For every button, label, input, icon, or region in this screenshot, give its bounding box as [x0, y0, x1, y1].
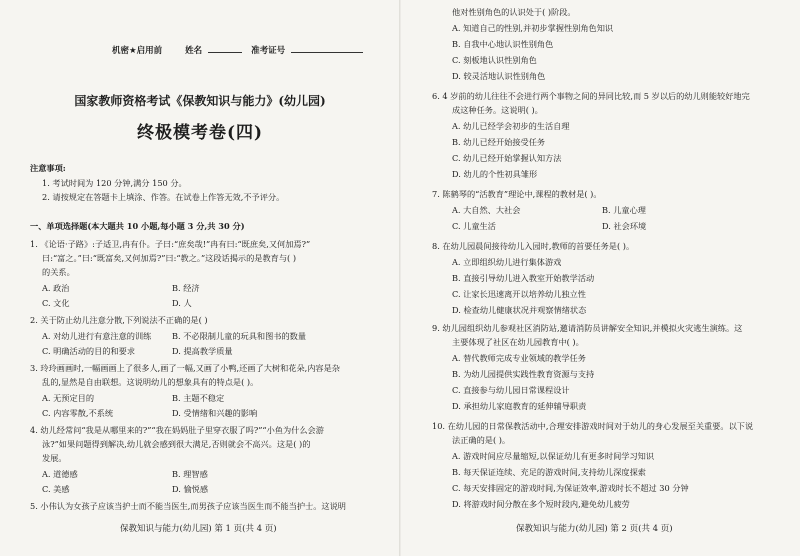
option[interactable]: C. 让家长迅速离开以培养幼儿独立性 — [452, 289, 586, 299]
question-line: 发展。 — [42, 453, 67, 463]
question-line: 成这种任务。这说明( )。 — [452, 105, 543, 115]
option[interactable]: D. 人 — [172, 298, 192, 308]
option[interactable]: A. 游戏时间应尽量缩短,以保证幼儿有更多时间学习知识 — [452, 451, 655, 461]
option[interactable]: B. 理智感 — [172, 469, 208, 479]
option[interactable]: C. 每天安排固定的游戏时间,为保证效率,游戏时长不超过 30 分钟 — [452, 483, 689, 493]
option[interactable]: A. 立即组织幼儿进行集体游戏 — [452, 257, 562, 267]
section-title: 一、单项选择题(本大题共 10 小题,每小题 3 分,共 30 分) — [30, 221, 245, 231]
question-line: 3. 玲玲画画时,一幅画画上了很多人,画了一幅,又画了小鸭,还画了大树和花朵,内容是杂 — [30, 363, 340, 373]
page-2 — [400, 0, 800, 556]
option[interactable]: C. 直接参与幼儿园日常课程设计 — [452, 385, 570, 395]
option-row — [42, 483, 302, 496]
option[interactable]: B. 经济 — [172, 283, 200, 293]
question-line: 6. 4 岁前的幼儿往往不会进行两个事物之间的异同比较,而 5 岁以后的幼儿则能较好地完 — [432, 91, 750, 101]
option[interactable]: C. 明确活动的目的和要求 — [42, 346, 136, 356]
question-line: 4. 幼儿经常问“我是从哪里来的?”“我在妈妈肚子里穿衣服了吗?”“小鱼为什么会游 — [30, 425, 324, 435]
option[interactable]: B. 直接引导幼儿进入教室开始教学活动 — [452, 273, 595, 283]
option[interactable]: C. 儿童生活 — [452, 221, 496, 231]
id-blank — [291, 52, 363, 53]
question-line: 乱的,显然是自由联想。这说明幼儿的想象具有的特点是( )。 — [42, 377, 259, 387]
option[interactable]: D. 幼儿的个性初具雏形 — [452, 169, 538, 179]
question-line: 9. 幼儿园组织幼儿参观社区消防站,邀请消防员讲解安全知识,并模拟火灾逃生演练。这 — [432, 323, 743, 333]
option-row — [452, 204, 732, 217]
exam-subtitle: 终极模考卷(四) — [136, 123, 264, 143]
notice-title: 注意事项: — [30, 163, 66, 173]
option[interactable]: A. 幼儿已经学会初步的生活自理 — [452, 121, 570, 131]
question-line: 10. 在幼儿园的日常保教活动中,合理安排游戏时间对于幼儿的身心发展至关重要。以下说 — [432, 421, 754, 431]
notice-item: 1. 考试时间为 120 分钟,满分 150 分。 — [42, 178, 187, 188]
option-row — [42, 345, 302, 358]
option[interactable]: D. 将游戏时间分散在多个短时段内,避免幼儿疲劳 — [452, 499, 630, 509]
question-line: 曰:“富之。”曰:“既富矣,又何加焉?”曰:“教之。”这段话揭示的是教育与( ) — [42, 253, 297, 263]
question-line: 5. 小伟认为女孩子应该当护士而不能当医生,而男孩子应该当医生而不能当护士。这说明 — [30, 501, 346, 511]
option[interactable]: B. 自我中心地认识性别角色 — [452, 39, 554, 49]
question-line: 2. 关于防止幼儿注意分散,下列说法不正确的是( ) — [30, 315, 208, 325]
option[interactable]: A. 知道自己的性别,并初步掌握性别角色知识 — [452, 23, 614, 33]
exam-header — [112, 44, 369, 56]
option[interactable]: D. 检查幼儿健康状况并观察情绪状态 — [452, 305, 587, 315]
option[interactable]: B. 幼儿已经开始接受任务 — [452, 137, 546, 147]
id-label: 准考证号 — [251, 46, 286, 56]
question-line: 的关系。 — [42, 267, 75, 277]
option[interactable]: B. 不必限制儿童的玩具和图书的数量 — [172, 331, 307, 341]
option[interactable]: D. 社会环境 — [602, 221, 647, 231]
option[interactable]: A. 替代教师完成专业领域的教学任务 — [452, 353, 586, 363]
option[interactable]: D. 承担幼儿家庭教育的延伸辅导职责 — [452, 401, 587, 411]
option[interactable]: B. 每天保证连续、充足的游戏时间,支持幼儿深度探索 — [452, 467, 646, 477]
option[interactable]: C. 文化 — [42, 298, 70, 308]
option[interactable]: B. 为幼儿园提供实践性教育资源与支持 — [452, 369, 595, 379]
option[interactable]: D. 提高教学质量 — [172, 346, 233, 356]
question-line: 1. 《论语·子路》:子适卫,冉有仆。子曰:“庶矣哉!”冉有曰:“既庶矣,又何加焉?” — [30, 239, 311, 249]
question-line: 主要体现了社区在幼儿园教育中( )。 — [452, 337, 584, 347]
option-row — [42, 330, 307, 343]
question-line: 法正确的是( )。 — [452, 435, 511, 445]
option[interactable]: C. 内容零散,不系统 — [42, 408, 114, 418]
page-footer: 保教知识与能力(幼儿园) 第 2 页(共 4 页) — [516, 524, 673, 534]
option[interactable]: C. 刻板地认识性别角色 — [452, 55, 537, 65]
option[interactable]: A. 对幼儿进行有意注意的训练 — [42, 331, 152, 341]
option[interactable]: D. 较灵活地认识性别角色 — [452, 71, 546, 81]
name-label: 姓名 — [185, 46, 203, 56]
option[interactable]: A. 大自然、大社会 — [452, 205, 521, 215]
option-row — [42, 297, 302, 310]
option[interactable]: A. 政治 — [42, 283, 70, 293]
option-row — [42, 392, 302, 405]
option[interactable]: B. 儿童心理 — [602, 205, 646, 215]
secret-label: 机密★启用前 — [112, 46, 163, 56]
page-footer: 保教知识与能力(幼儿园) 第 1 页(共 4 页) — [120, 524, 277, 534]
question-line: 8. 在幼儿园晨间接待幼儿入园时,教师的首要任务是( )。 — [432, 241, 635, 251]
option[interactable]: C. 幼儿已经开始掌握认知方法 — [452, 153, 562, 163]
option[interactable]: B. 主题不稳定 — [172, 393, 225, 403]
option-row — [42, 282, 302, 295]
option[interactable]: A. 道德感 — [42, 469, 78, 479]
notice-item: 2. 请按规定在答题卡上填涂、作答。在试卷上作答无效,不予评分。 — [42, 192, 285, 202]
option[interactable]: D. 受情绪和兴趣的影响 — [172, 408, 258, 418]
option[interactable]: C. 美感 — [42, 484, 70, 494]
option[interactable]: D. 愉悦感 — [172, 484, 209, 494]
option-row — [42, 407, 302, 420]
option-row — [42, 468, 302, 481]
option[interactable]: A. 无预定目的 — [42, 393, 95, 403]
exam-title: 国家教师资格考试《保教知识与能力》(幼儿园) — [74, 94, 326, 108]
question-line: 他对性别角色的认识处于( )阶段。 — [452, 7, 576, 17]
question-line: 7. 陈鹤琴的“活教育”理论中,课程的教材是( )。 — [432, 189, 602, 199]
question-line: 泳?”如果问题得到解决,幼儿就会感到很大满足,否则就会不高兴。这是( )的 — [42, 439, 311, 449]
name-blank — [208, 52, 242, 53]
option-row — [452, 220, 732, 233]
